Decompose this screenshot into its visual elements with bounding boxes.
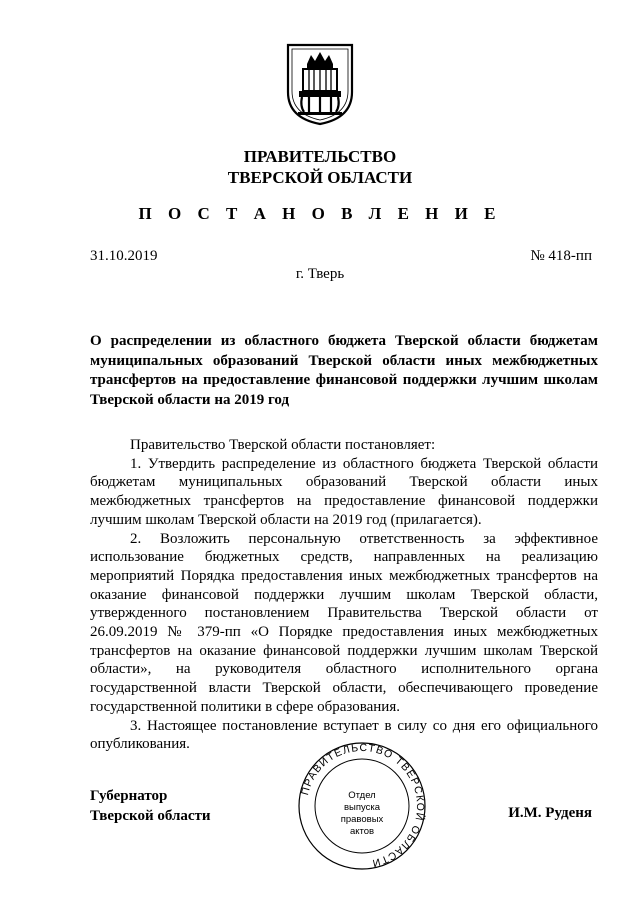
document-city: г. Тверь	[295, 266, 345, 282]
intro-paragraph: Правительство Тверской области постановляет:	[130, 437, 436, 453]
item-3-paragraph: 3. Настоящее постановление вступает в силу со дня его официального опубликования.	[90, 717, 598, 753]
document-number: № 418-пп	[530, 248, 592, 264]
stamp-line2: выпуска	[343, 802, 381, 813]
document-date: 31.10.2019	[90, 248, 158, 264]
document-type: П О С Т А Н О В Л Е Н И Е	[138, 204, 502, 223]
signatory-name: И.М. Руденя	[508, 805, 592, 821]
item-2-paragraph: 2. Возложить персональную ответственность за эффективное использование бюджетных средств, направленных на реализацию мероприятий Порядка предоставления иных межбюджетных трансфертов на оказание финансовой поддержки лучшим школам Тверской области, утвержденного постановлением Правительства Тверской области от 26.09.2019 № 379-пп «О Порядке предоставления иных межбюджетных трансфертов на оказание финансовой поддержки лучшим школам Тверской области», на руководителя областного исполнительного органа государственной власти Тверской области, обеспечивающего проведение государственной политики в сфере образования.	[90, 530, 598, 715]
coat-of-arms-icon	[285, 42, 355, 126]
document-title: О распределении из областного бюджета Тверской области бюджетам муниципальных образований Тверской области иных межбюджетных трансфертов на предоставление финансовой поддержки лучшим школам Тверской области на 2019 год	[90, 333, 598, 408]
stamp-line4: актов	[349, 826, 375, 837]
position-line1: Губернатор	[90, 788, 168, 804]
stamp-line1: Отдел	[348, 790, 376, 801]
document-body	[90, 436, 598, 754]
stamp-ring-text: ПРАВИТЕЛЬСТВО ТВЕРСКОЙ ОБЛАСТИ	[299, 741, 427, 870]
item-1-paragraph: 1. Утвердить распределение из областного бюджета Тверской области бюджетам муниципальных образований Тверской области иных межбюджетных трансфертов на предоставление финансовой поддержки лучшим школам Тверской области на 2019 год (прилагается).	[90, 455, 598, 528]
position-line2: Тверской области	[90, 808, 211, 824]
signatory-position	[90, 786, 211, 826]
organization-name-line1: ПРАВИТЕЛЬСТВО	[243, 147, 397, 166]
official-stamp	[296, 740, 428, 872]
stamp-line3: правовых	[340, 814, 384, 825]
organization-name-line2: ТВЕРСКОЙ ОБЛАСТИ	[227, 168, 413, 187]
stamp-center-text	[296, 790, 428, 838]
